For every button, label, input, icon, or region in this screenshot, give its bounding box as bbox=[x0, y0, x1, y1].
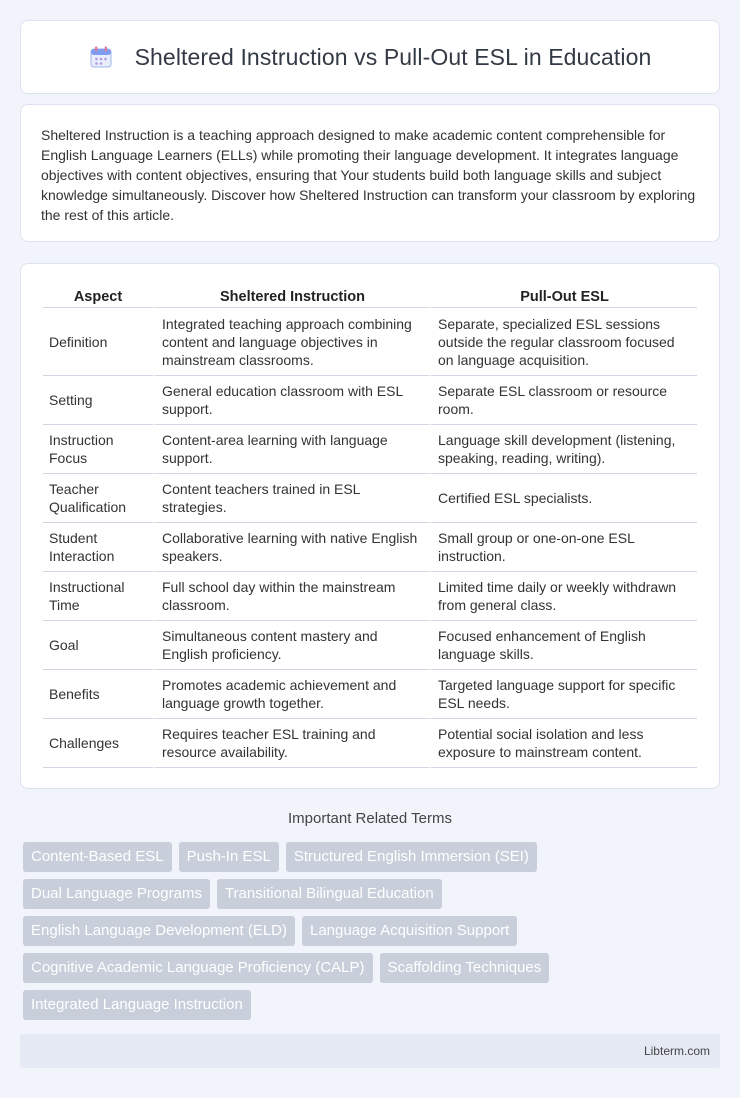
table-row bbox=[43, 719, 697, 768]
table-row bbox=[43, 523, 697, 572]
table-row bbox=[43, 376, 697, 425]
intro-card bbox=[20, 104, 720, 242]
header-aspect: Aspect bbox=[43, 284, 153, 308]
row-sheltered: Content-area learning with language support. bbox=[153, 425, 429, 474]
tag-transitional-bilingual[interactable]: Transitional Bilingual Education bbox=[217, 879, 442, 909]
footer bbox=[20, 1034, 720, 1068]
table-row bbox=[43, 670, 697, 719]
table-row bbox=[43, 308, 697, 376]
row-pullout: Focused enhancement of English language skills. bbox=[429, 621, 697, 670]
table-row bbox=[43, 425, 697, 474]
row-aspect: Benefits bbox=[43, 670, 153, 719]
row-aspect: Instructional Time bbox=[43, 572, 153, 621]
header-card bbox=[20, 20, 720, 94]
tag-dual-language[interactable]: Dual Language Programs bbox=[23, 879, 210, 909]
tag-integrated-language[interactable]: Integrated Language Instruction bbox=[23, 990, 251, 1020]
tag-calp[interactable]: Cognitive Academic Language Proficiency (CALP) bbox=[23, 953, 373, 983]
row-pullout: Separate ESL classroom or resource room. bbox=[429, 376, 697, 425]
tag-sei[interactable]: Structured English Immersion (SEI) bbox=[286, 842, 537, 872]
row-aspect: Student Interaction bbox=[43, 523, 153, 572]
table-row bbox=[43, 621, 697, 670]
row-sheltered: Integrated teaching approach combining content and language objectives in mainstream classrooms. bbox=[153, 308, 429, 376]
row-sheltered: Content teachers trained in ESL strategies. bbox=[153, 474, 429, 523]
table-header-row bbox=[43, 284, 697, 308]
row-sheltered: General education classroom with ESL support. bbox=[153, 376, 429, 425]
row-aspect: Instruction Focus bbox=[43, 425, 153, 474]
table-row bbox=[43, 474, 697, 523]
row-sheltered: Collaborative learning with native English speakers. bbox=[153, 523, 429, 572]
row-pullout: Limited time daily or weekly withdrawn from general class. bbox=[429, 572, 697, 621]
tag-content-based-esl[interactable]: Content-Based ESL bbox=[23, 842, 172, 872]
tag-scaffolding[interactable]: Scaffolding Techniques bbox=[380, 953, 550, 983]
related-terms-title: Important Related Terms bbox=[288, 810, 452, 827]
row-pullout: Targeted language support for specific ESL needs. bbox=[429, 670, 697, 719]
row-sheltered: Requires teacher ESL training and resource availability. bbox=[153, 719, 429, 768]
row-pullout: Separate, specialized ESL sessions outside the regular classroom focused on language acquisition. bbox=[429, 308, 697, 376]
table-row bbox=[43, 572, 697, 621]
tag-eld[interactable]: English Language Development (ELD) bbox=[23, 916, 295, 946]
row-pullout: Certified ESL specialists. bbox=[429, 474, 697, 523]
tag-language-acquisition[interactable]: Language Acquisition Support bbox=[302, 916, 517, 946]
row-sheltered: Simultaneous content mastery and English proficiency. bbox=[153, 621, 429, 670]
comparison-table-card bbox=[20, 263, 720, 789]
header-pullout: Pull-Out ESL bbox=[429, 284, 697, 308]
row-pullout: Small group or one-on-one ESL instruction. bbox=[429, 523, 697, 572]
row-aspect: Teacher Qualification bbox=[43, 474, 153, 523]
row-aspect: Definition bbox=[43, 308, 153, 376]
row-aspect: Setting bbox=[43, 376, 153, 425]
row-pullout: Language skill development (listening, speaking, reading, writing). bbox=[429, 425, 697, 474]
row-aspect: Challenges bbox=[43, 719, 153, 768]
row-sheltered: Full school day within the mainstream classroom. bbox=[153, 572, 429, 621]
footer-site-link[interactable]: Libterm.com bbox=[643, 1044, 710, 1058]
row-sheltered: Promotes academic achievement and language growth together. bbox=[153, 670, 429, 719]
header-sheltered: Sheltered Instruction bbox=[153, 284, 429, 308]
row-pullout: Potential social isolation and less exposure to mainstream content. bbox=[429, 719, 697, 768]
related-terms-tags bbox=[23, 842, 723, 1027]
calendar-icon bbox=[89, 45, 113, 69]
page-title: Sheltered Instruction vs Pull-Out ESL in Education bbox=[134, 43, 652, 70]
tag-push-in-esl[interactable]: Push-In ESL bbox=[179, 842, 279, 872]
intro-text: Sheltered Instruction is a teaching approach designed to make academic content comprehensible for English Language Learners (ELLs) while promoting their language development. It integrates language objectives with content objectives, ensuring that Your students build both language skills and subject knowledge simultaneously. Discover how Sheltered Instruction can transform your classroom by exploring the rest of this article. bbox=[41, 127, 696, 223]
row-aspect: Goal bbox=[43, 621, 153, 670]
comparison-table bbox=[43, 284, 697, 768]
